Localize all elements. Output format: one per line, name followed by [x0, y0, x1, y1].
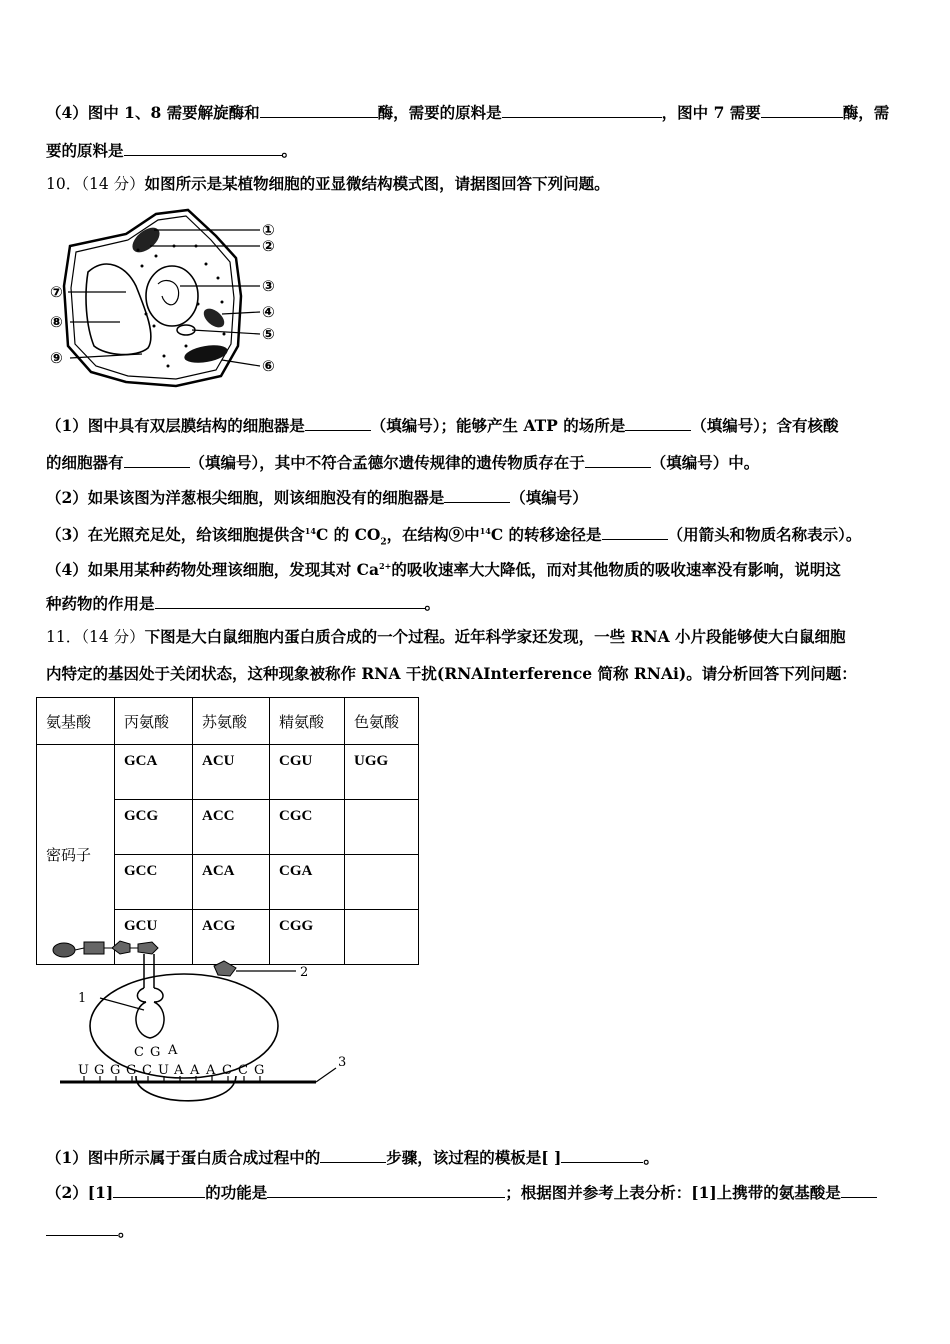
answer-blank[interactable] [320, 1147, 386, 1163]
q10-1-line2: 的细胞器有 （填编号），其中不符合孟德尔遗传规律的遗传物质存在于 （填编号）中。 [46, 453, 760, 472]
answer-blank[interactable] [444, 487, 510, 503]
table-cell: ACC [193, 800, 270, 855]
answer-blank[interactable] [46, 1220, 118, 1236]
answer-blank[interactable] [841, 1182, 877, 1198]
label-2: 2 [300, 965, 309, 980]
chromatin [158, 280, 179, 304]
mrna-base: G [254, 1063, 265, 1078]
answer-blank[interactable] [155, 593, 425, 609]
mrna-base: C [222, 1063, 232, 1078]
q10-intro: 10．（14 分）如图所示是某植物细胞的亚显微结构模式图，请据图回答下列问题。 [46, 174, 610, 193]
q11-intro-line2: 内特定的基因处于关闭状态，这种现象被称作 RNA 干扰(RNAInterference 简称 RNAi)。请分析回答下列问题： [46, 664, 857, 683]
q10-1-line1: （1）图中具有双层膜结构的细胞器是 （填编号）；能够产生 ATP 的场所是 （填编号）；含有核酸 [46, 416, 839, 435]
label-2: ② [262, 237, 275, 255]
row-label-cell: 密码子 [37, 745, 115, 965]
label-3: 3 [338, 1055, 347, 1070]
q11-2-line2: 。 [46, 1220, 134, 1241]
amino-acid [214, 961, 236, 976]
label-7: ⑦ [50, 283, 63, 301]
q11-2-line1: （2）[1] 的功能是 ；根据图并参考上表分析：[1]上携带的氨基酸是 [46, 1182, 877, 1203]
peptide-chain [53, 941, 158, 957]
answer-blank[interactable] [124, 452, 190, 468]
q9-4-line1: （4）图中 1、8 需要解旋酶和 酶，需要的原料是 ，图中 7 需要 酶，需 [46, 103, 890, 122]
label-8: ⑧ [50, 313, 63, 331]
leader-lines [68, 230, 260, 366]
answer-blank[interactable] [502, 102, 662, 118]
chloroplast [183, 342, 229, 365]
table-row [37, 745, 419, 800]
label-9: ⑨ [50, 349, 63, 367]
table-cell [345, 855, 419, 910]
table-header-row [37, 698, 419, 745]
table-cell [345, 800, 419, 855]
plant-cell-diagram [46, 206, 291, 390]
table-cell: CGC [270, 800, 345, 855]
table-header-cell: 苏氨酸 [193, 698, 270, 745]
mrna-base: U [78, 1063, 89, 1078]
mrna-base: G [126, 1063, 137, 1078]
mrna-base: C [142, 1063, 152, 1078]
q9-4-line2: 要的原料是 。 [46, 141, 298, 160]
table-header-cell: 色氨酸 [345, 698, 419, 745]
answer-blank[interactable] [625, 415, 691, 431]
answer-blank[interactable] [305, 415, 371, 431]
anticodon-base: C [134, 1045, 144, 1060]
answer-blank[interactable] [113, 1182, 205, 1198]
label-6: ⑥ [262, 357, 275, 375]
mitochondrion [200, 305, 227, 331]
q11-1: （1）图中所示属于蛋白质合成过程中的 步骤，该过程的模板是[ ] 。 [46, 1148, 659, 1167]
table-cell: GCU [115, 910, 193, 965]
table-header-cell: 丙氨酸 [115, 698, 193, 745]
answer-blank[interactable] [602, 524, 668, 540]
q10-4-line2: 种药物的作用是 。 [46, 594, 441, 613]
answer-blank[interactable] [761, 102, 843, 118]
q11-intro-line1: 11．（14 分）下图是大白鼠细胞内蛋白质合成的一个过程。近年科学家还发现，一些 RNA 小片段能够使大白鼠细胞 [46, 627, 846, 646]
table-cell: ACG [193, 910, 270, 965]
codon-table [36, 697, 419, 965]
label-4: ④ [262, 303, 275, 321]
table-cell: ACU [193, 745, 270, 800]
label-1: ① [262, 221, 275, 239]
table-header-cell: 精氨酸 [270, 698, 345, 745]
vacuole [86, 264, 151, 355]
table-cell: CGA [270, 855, 345, 910]
q10-3: （3）在光照充足处，给该细胞提供含$^{14}$C 的 $CO_2$，在结构⑨中$^{14}$C 的转移途径是 （用箭头和物质名称表示）。 [46, 525, 862, 548]
label-3: ③ [262, 277, 275, 295]
mrna-base: G [110, 1063, 121, 1078]
table-cell: GCC [115, 855, 193, 910]
table-cell: UGG [345, 745, 419, 800]
answer-blank[interactable] [260, 102, 378, 118]
anticodon-base: G [150, 1045, 161, 1060]
q10-4-line1: （4）如果用某种药物处理该细胞，发现其对 $Ca^{2+}$的吸收速率大大降低，而对其他物质的吸收速率没有影响，说明这 [46, 560, 841, 580]
answer-blank[interactable] [561, 1147, 643, 1163]
table-cell: CGU [270, 745, 345, 800]
table-cell: GCA [115, 745, 193, 800]
table-header-cell: 氨基酸 [37, 698, 115, 745]
table-cell: CGG [270, 910, 345, 965]
answer-blank[interactable] [124, 140, 282, 156]
ribosome-small-subunit [136, 1076, 236, 1101]
answer-blank[interactable] [585, 452, 651, 468]
mrna-base: A [174, 1063, 184, 1078]
mrna-base: C [238, 1063, 248, 1078]
table-cell: ACA [193, 855, 270, 910]
q10-2: （2）如果该图为洋葱根尖细胞，则该细胞没有的细胞器是 （填编号） [46, 488, 588, 507]
leader-line [100, 998, 144, 1010]
translation-diagram [46, 936, 366, 1114]
label-5: ⑤ [262, 325, 275, 343]
mrna-base: G [94, 1063, 105, 1078]
mrna-base: A [190, 1063, 200, 1078]
answer-blank[interactable] [267, 1182, 505, 1198]
leader-line [316, 1068, 336, 1082]
mrna-base: U [158, 1063, 169, 1078]
anticodon-base: A [168, 1043, 178, 1058]
mrna-base: A [206, 1063, 216, 1078]
table-cell: GCG [115, 800, 193, 855]
nucleus [146, 266, 198, 326]
label-1: 1 [78, 991, 87, 1006]
trna [136, 954, 164, 1038]
